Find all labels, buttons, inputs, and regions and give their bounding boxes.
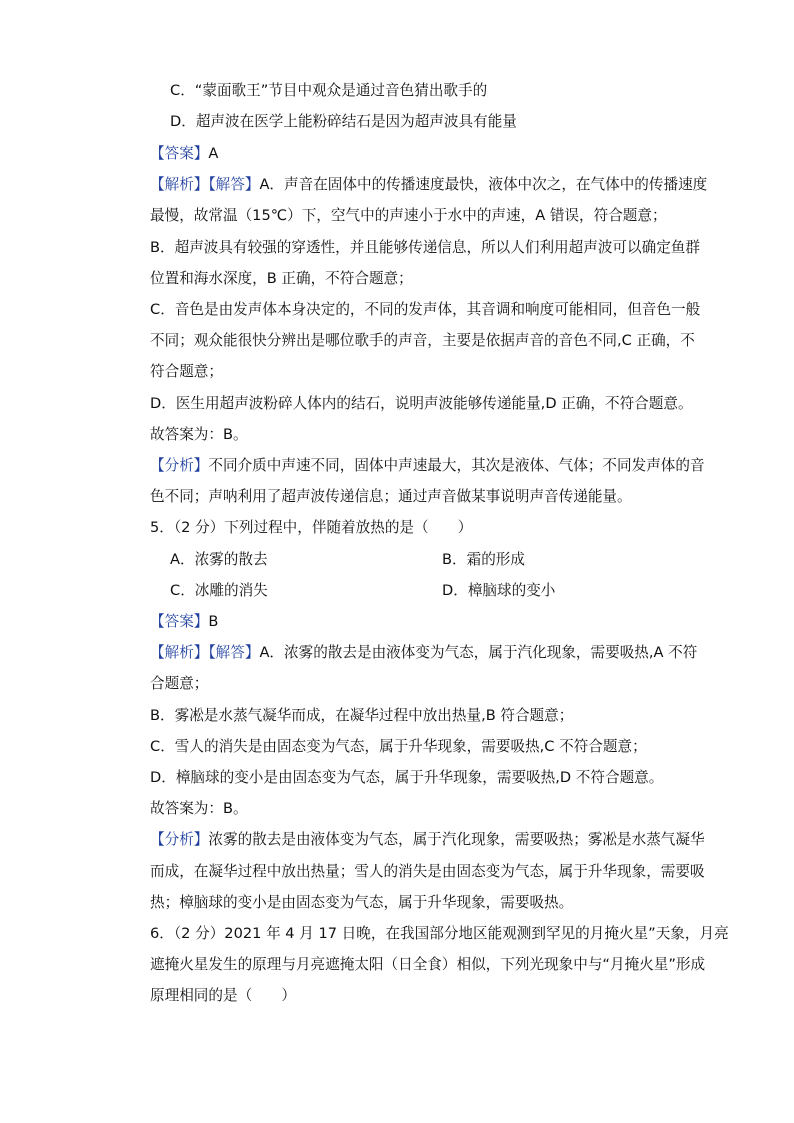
text-line: 符合题意； xyxy=(150,363,223,380)
q5-option-a: A．浓雾的散去 xyxy=(170,551,268,568)
text-line: C．雪人的消失是由固态变为气态，属于升华现象，需要吸热,C 不符合题意； xyxy=(150,738,647,755)
text-line: B．雾凇是水蒸气凝华而成，在凝华过程中放出热量,B 符合题意； xyxy=(150,707,574,724)
analysis-tag: 【解析】【解答】 xyxy=(150,176,260,193)
text-line: 位置和海水深度，B 正确，不符合题意； xyxy=(150,270,413,287)
text-line: 色不同；声呐利用了超声波传递信息；通过声音做某事说明声音传递能量。 xyxy=(150,488,632,505)
text-line: D．医生用超声波粉碎人体内的结石，说明声波能够传递能量,D 正确，不符合题意。 xyxy=(150,395,693,412)
summary-tag: 【分析】 xyxy=(150,457,209,474)
text-line: 原理相同的是（ ） xyxy=(150,987,296,1004)
summary-line: 【分析】浓雾的散去是由液体变为气态，属于汽化现象，需要吸热；雾凇是水蒸气凝华 xyxy=(150,831,705,848)
analysis-line: 【解析】【解答】A．声音在固体中的传播速度最快，液体中次之，在气体中的传播速度 xyxy=(150,176,708,193)
text-line: B．超声波具有较强的穿透性，并且能够传递信息，所以人们利用超声波可以确定鱼群 xyxy=(150,239,700,256)
final-answer-line: 故答案为：B。 xyxy=(150,426,248,443)
summary-line: 【分析】不同介质中声速不同，固体中声速最大，其次是液体、气体；不同发声体的音 xyxy=(150,457,705,474)
option-c-line: C．“蒙面歌王”节目中观众是通过音色猜出歌手的 xyxy=(170,82,488,99)
summary-tag: 【分析】 xyxy=(150,831,209,848)
q5-option-d: D．樟脑球的变小 xyxy=(442,582,556,599)
answer-tag: 【答案】 xyxy=(150,613,209,630)
text-line: D．樟脑球的变小是由固态变为气态，属于升华现象，需要吸热,D 不符合题意。 xyxy=(150,769,664,786)
question-6: 6．（2 分）2021 年 4 月 17 日晚，在我国部分地区能观测到罕见的月掩火星”天象，月亮 xyxy=(150,925,729,942)
q5-option-c: C．冰雕的消失 xyxy=(170,582,268,599)
analysis-line: 【解析】【解答】A．浓雾的散去是由液体变为气态，属于汽化现象，需要吸热,A 不符 xyxy=(150,644,698,661)
answer-line: 【答案】A xyxy=(150,145,219,162)
text-line: 遮掩火星发生的原理与月亮遮掩太阳（日全食）相似，下列光现象中与“月掩火星”形成 xyxy=(150,956,706,973)
answer-tag: 【答案】 xyxy=(150,145,209,162)
text-line: C．音色是由发声体本身决定的，不同的发声体，其音调和响度可能相同，但音色一般 xyxy=(150,301,701,318)
text-line: 不同；观众能很快分辨出是哪位歌手的声音，主要是依据声音的音色不同,C 正确，不 xyxy=(150,332,695,349)
text-line: 合题意； xyxy=(150,675,209,692)
analysis-tag: 【解析】【解答】 xyxy=(150,644,260,661)
option-d-line: D．超声波在医学上能粉碎结石是因为超声波具有能量 xyxy=(170,113,517,130)
text-line: 而成，在凝华过程中放出热量；雪人的消失是由固态变为气态，属于升华现象，需要吸 xyxy=(150,863,705,880)
text-line: 热；樟脑球的变小是由固态变为气态，属于升华现象，需要吸热。 xyxy=(150,894,574,911)
q5-option-b: B．霜的形成 xyxy=(442,551,525,568)
final-answer-line: 故答案为：B。 xyxy=(150,800,248,817)
question-5: 5．（2 分）下列过程中，伴随着放热的是（ ） xyxy=(150,519,473,536)
text-line: 最慢，故常温（15℃）下，空气中的声速小于水中的声速，A 错误，符合题意； xyxy=(150,207,667,224)
answer-line: 【答案】B xyxy=(150,613,219,630)
